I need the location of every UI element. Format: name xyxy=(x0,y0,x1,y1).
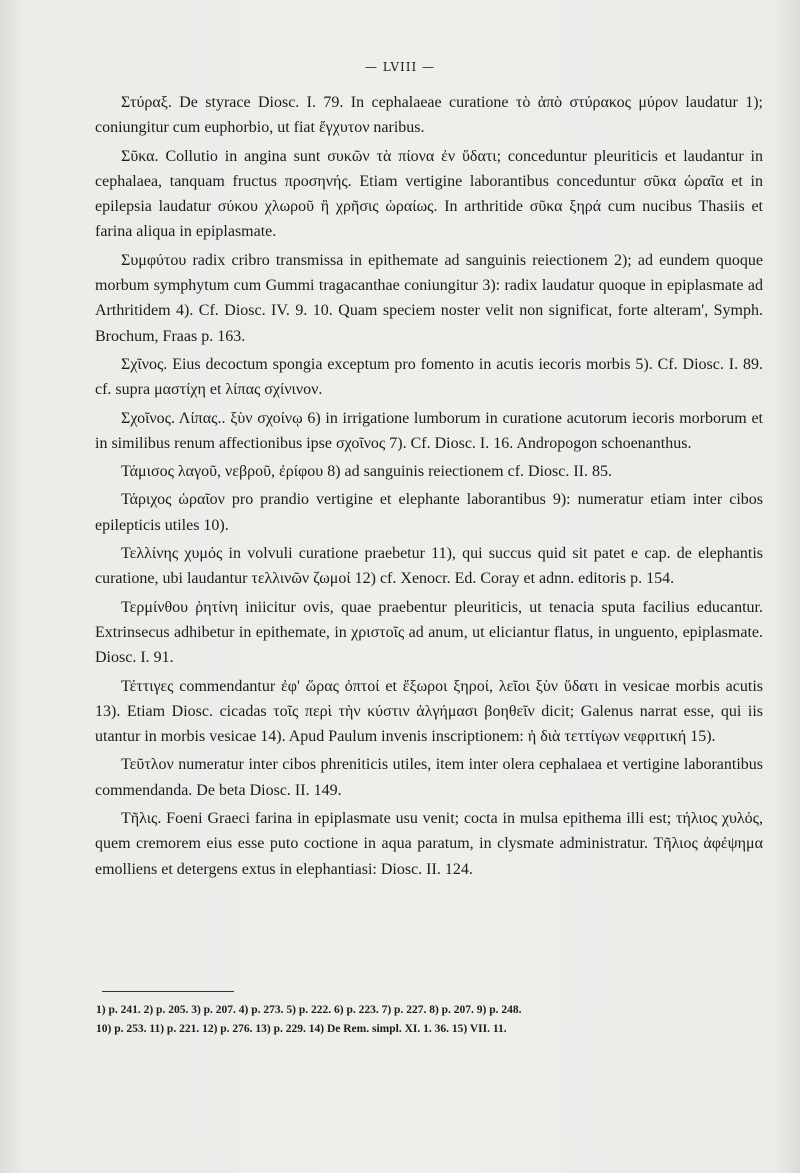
entry-telis: Τῆλις. Foeni Graeci farina in epiplasmate usu venit; cocta in mulsa epithema illi est; τήλιος χυλός, quem cremorem eius esse puto coctione in aqua paratum, in clysmate administratur. Τῆλιος ἀφέψημα emolliens et detergens extus in elephantiasi: Diosc. II. 124. xyxy=(95,810,763,878)
entry-tarichos: Τάριχος ὡραῖον pro prandio vertigine et elephante laborantibus 9): numeratur etiam inter cibos epilepticis utiles 10). xyxy=(95,491,763,534)
footnote-divider xyxy=(102,991,234,992)
footnote-line: 1) p. 241. 2) p. 205. 3) p. 207. 4) p. 273. 5) p. 222. 6) p. 223. 7) p. 227. 8) p. 207. 9) p. 248. xyxy=(96,1004,522,1016)
footnote-line: 10) p. 253. 11) p. 221. 12) p. 276. 13) p. 229. 14) De Rem. simpl. XI. 1. 36. 15) VII. 11. xyxy=(96,1023,507,1035)
body-text xyxy=(95,90,763,885)
page-number: — LVIII — xyxy=(364,60,436,74)
entry-schinos: Σχῖνος. Eius decoctum spongia exceptum pro fomento in acutis iecoris morbis 5). Cf. Diosc. I. 89. cf. supra μαστίχη et λίπας σχίνινον. xyxy=(95,355,763,399)
entry-tettiges: Τέττιγες commendantur ἐφ' ὥρας ὀπτοί et ἔξωροι ξηροί, λεῖοι ξὺν ὕδατι in vesicae morbis acutis 13). Etiam Diosc. cicadas τοῖς περὶ τὴν κύστιν ἀλγήμασι βοηθεῖν dicit; Galenus narrat esse, qui iis utantur in morbis vesicae 14). Apud Paulum invenis inscriptionem: ἡ διὰ τεττίγων νεφριτική 15). xyxy=(95,677,763,746)
entry-tamisos: Τάμισος λαγοῦ, νεβροῦ, ἐρίφου 8) ad sanguinis reiectionem cf. Diosc. II. 85. xyxy=(121,463,612,481)
entry-terminthou: Τερμίνθου ῥητίνη iniicitur ovis, quae praebentur pleuriticis, ut tenacia sputa facilius educantur. Extrinsecus adhibetur in epithemate, in χριστοῖς ad anum, ut eliciantur flatus, in unguento, epiplasmate. Diosc. I. 91. xyxy=(95,598,763,667)
entry-syka: Σῦκα. Collutio in angina sunt συκῶν τὰ πίονα ἐν ὕδατι; conceduntur pleuriticis et laudantur in cephalaea, tanquam fructus προσηνής. Etiam vertigine laborantibus conceduntur σῦκα ὡραῖα et in epilepsia laudatur σύκου χλωροῦ ἢ χρῆσις ὡραίως. In arthritide σῦκα ξηρά cum nucibus Thasiis et farina aliqua in epiplasmate. xyxy=(95,147,763,241)
entry-schoinos: Σχοῖνος. Λίπας.. ξὺν σχοίνῳ 6) in irrigatione lumborum in curatione acutorum iecoris morborum et in similibus renum affectionibus ipse σχοῖνος 7). Cf. Diosc. I. 16. Andropogon schoenanthus. xyxy=(95,409,763,452)
entry-symphytum: Συμφύτου radix cribro transmissa in epithemate ad sanguinis reiectionem 2); ad eundem quoque morbum symphytum cum Gummi tragacanthae coniungitur 3): radix laudatur quoque in epiplasmate ad Arthritidem 4). Cf. Diosc. IV. 9. 10. Quam speciem noster velit non significat, forte alteram', Symph. Brochum, Fraas p. 163. xyxy=(95,251,763,345)
entry-styrax: Στύραξ. De styrace Diosc. I. 79. In cephalaeae curatione τὸ ἀπὸ στύρακος μύρον laudatur 1); coniungitur cum euphorbio, ut fiat ἔγχυτον naribus. xyxy=(95,94,763,137)
footnotes xyxy=(96,1001,764,1039)
entry-teutlon: Τεῦτλον numeratur inter cibos phreniticis utiles, item inter olera cephalaea et vertigine laborantibus commendanda. De beta Diosc. II. 149. xyxy=(95,756,763,799)
entry-tellines: Τελλίνης χυμός in volvuli curatione praebetur 11), qui succus quid sit patet e cap. de elephantis curatione, ubi laudantur τελλινῶν ζωμοί 12) cf. Xenocr. Ed. Coray et adnn. editoris p. 154. xyxy=(95,545,763,588)
